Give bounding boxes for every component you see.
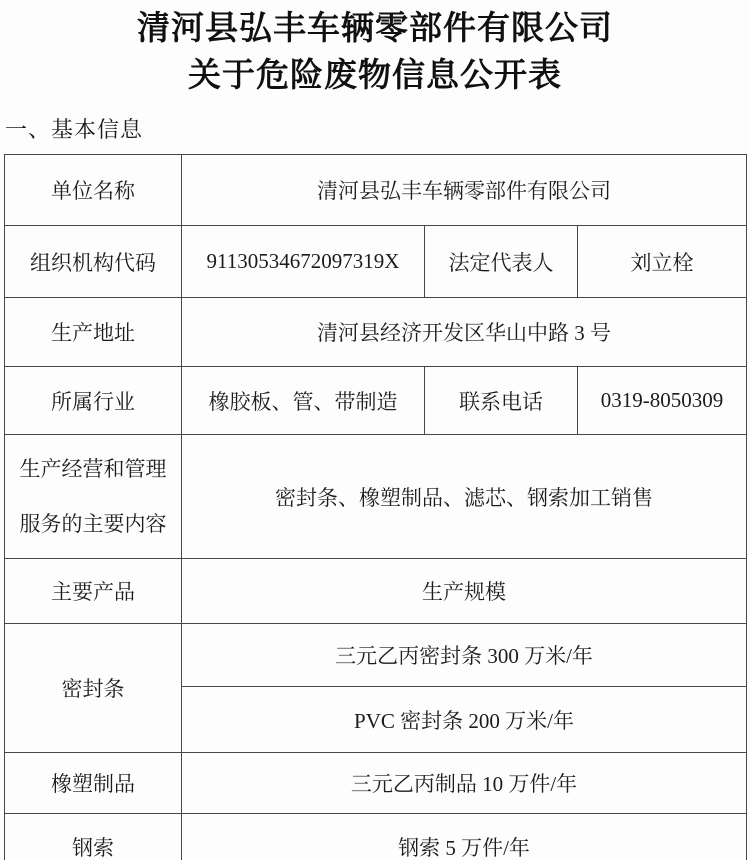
- industry-label: 所属行业: [5, 367, 182, 435]
- org-code-label: 组织机构代码: [5, 226, 182, 298]
- product-steel-cable-scale: 钢索 5 万件/年: [182, 814, 747, 860]
- product-seal-strip-name: 密封条: [5, 624, 182, 753]
- main-product-label: 主要产品: [5, 559, 182, 624]
- document-title-line2: 关于危险废物信息公开表: [188, 58, 562, 94]
- product-steel-cable-name: 钢索: [5, 814, 182, 860]
- unit-name-value: 清河县弘丰车辆零部件有限公司: [182, 155, 747, 226]
- business-scope-label-line2: 服务的主要内容: [19, 512, 167, 536]
- product-seal-strip-scale-1: 三元乙丙密封条 300 万米/年: [182, 624, 747, 687]
- product-rubber-plastic-name: 橡塑制品: [5, 753, 182, 814]
- business-scope-value: 密封条、橡塑制品、滤芯、钢索加工销售: [182, 435, 747, 559]
- row-industry: [5, 367, 747, 435]
- row-business-scope: [5, 435, 747, 559]
- document-title-line1: 清河县弘丰车辆零部件有限公司: [137, 11, 613, 47]
- section-heading-basic-info: 一、基本信息: [5, 117, 144, 142]
- basic-info-table: [4, 154, 747, 860]
- row-product-seal-strip-1: [5, 624, 747, 687]
- row-address: [5, 298, 747, 367]
- address-value: 清河县经济开发区华山中路 3 号: [182, 298, 747, 367]
- industry-value: 橡胶板、管、带制造: [182, 367, 425, 435]
- legal-rep-value: 刘立栓: [578, 226, 747, 298]
- phone-label: 联系电话: [425, 367, 578, 435]
- production-scale-label: 生产规模: [182, 559, 747, 624]
- legal-rep-label: 法定代表人: [425, 226, 578, 298]
- row-org-code: [5, 226, 747, 298]
- product-rubber-plastic-scale: 三元乙丙制品 10 万件/年: [182, 753, 747, 814]
- business-scope-label-lines: [9, 455, 177, 538]
- phone-value: 0319-8050309: [578, 367, 747, 435]
- row-product-steel-cable: [5, 814, 747, 860]
- org-code-value: 91130534672097319X: [182, 226, 425, 298]
- unit-name-label: 单位名称: [5, 155, 182, 226]
- product-seal-strip-scale-2: PVC 密封条 200 万米/年: [182, 687, 747, 753]
- address-label: 生产地址: [5, 298, 182, 367]
- row-products-header: [5, 559, 747, 624]
- business-scope-label: [5, 435, 182, 559]
- business-scope-label-line1: 生产经营和管理: [19, 457, 167, 481]
- row-unit-name: [5, 155, 747, 226]
- row-product-rubber-plastic: [5, 753, 747, 814]
